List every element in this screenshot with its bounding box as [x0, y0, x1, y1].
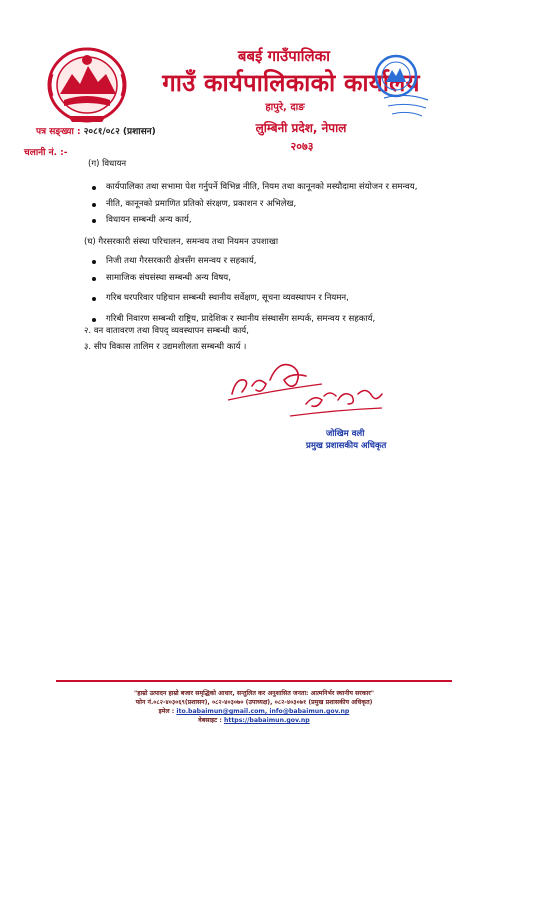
bullet-icon	[92, 277, 96, 281]
province-country: लुम्बिनी प्रदेश, नेपाल	[255, 121, 347, 135]
footer-slogan: "हाम्रो उत्पादन हाम्रो बजार समृद्धिको आधार, सन्तुलित कर अनुशासित जनता: आत्मनिर्भर स्थानीय सरकार"	[134, 690, 374, 697]
dispatch-number-label: चलानी नं. :-	[24, 148, 68, 158]
footer-email-label: इमेल :	[158, 708, 175, 715]
office-seal-icon	[366, 52, 432, 124]
reference-number	[36, 124, 156, 137]
list-item: गरिब घरपरिवार पहिचान सम्बन्धी स्थानीय सर्वेक्षण, सूचना व्यवस्थापन र नियमन,	[106, 293, 349, 303]
numbered-item: २. वन वातावरण तथा विपद् व्यवस्थापन सम्बन्धी कार्य,	[84, 326, 249, 336]
bullet-icon	[92, 297, 96, 301]
footer-email	[56, 706, 452, 715]
bullet-icon	[92, 260, 96, 264]
list-item: विधायन सम्बन्धी अन्य कार्य,	[106, 215, 192, 225]
handwritten-signature-icon	[226, 350, 386, 422]
list-item: निजी तथा गैरसरकारी क्षेत्रसँग समन्वय र सहकार्य,	[106, 256, 257, 266]
nepal-government-emblem-icon	[44, 44, 130, 126]
list-item: सामाजिक संघसंस्था सम्बन्धी अन्य विषय,	[106, 273, 231, 283]
signatory-name: जोखिम वली	[326, 429, 365, 439]
reference-value: २०८१/०८२ (प्रशासन)	[83, 127, 156, 137]
footer-website	[56, 715, 452, 724]
bullet-icon	[92, 203, 96, 207]
list-item: नीति, कानूनको प्रमाणित प्रतिको संरक्षण, प्रकाशन र अभिलेख,	[106, 199, 297, 209]
bullet-icon	[92, 186, 96, 190]
established-year: २०७३	[290, 140, 314, 153]
numbered-item: ३. सीप विकास तालिम र उद्यमशीलता सम्बन्धी कार्य ।	[84, 342, 247, 352]
office-name: गाउँ कार्यपालिकाको कार्यालय	[162, 69, 420, 97]
section-ga-heading: (ग) विधायन	[88, 159, 127, 169]
footer-phone: फोन नं.०८२-४०३०६९(प्रशासन), ०८२-४०३०७० (उपाध्यक्ष), ०८२-४०३०७१ (प्रमुख प्रशासकीय अधिकृत)	[135, 699, 373, 706]
footer-email-link[interactable]: ito.babaimun@gmail.com, info@babaimun.gov.np	[176, 708, 350, 715]
reference-label: पत्र सङ्ख्या :	[36, 127, 81, 137]
municipality-name: बबई गाउँपालिका	[237, 47, 331, 65]
footer-divider	[56, 680, 452, 682]
section-gha-heading: (घ) गैरसरकारी संस्था परिचालन, समन्वय तथा नियमन उपशाखा	[84, 237, 279, 247]
signatory-title: प्रमुख प्रशासकीय अधिकृत	[306, 441, 387, 451]
office-location: हापुरे, दाङ	[265, 102, 305, 113]
list-item: कार्यपालिका तथा सभामा पेश गर्नुपर्ने विभिन्न नीति, नियम तथा कानूनको मस्यौदामा संयोजन र समन्वय,	[106, 182, 418, 192]
footer-website-label: वेबसाइट :	[198, 717, 222, 724]
footer-website-link[interactable]: https://babaimun.gov.np	[223, 717, 310, 724]
bullet-icon	[92, 219, 96, 223]
bullet-icon	[92, 318, 96, 322]
list-item: गरिबी निवारण सम्बन्धी राष्ट्रिय, प्रादेशिक र स्थानीय संस्थासँग सम्पर्क, समन्वय र सहकार्य,	[106, 314, 376, 324]
